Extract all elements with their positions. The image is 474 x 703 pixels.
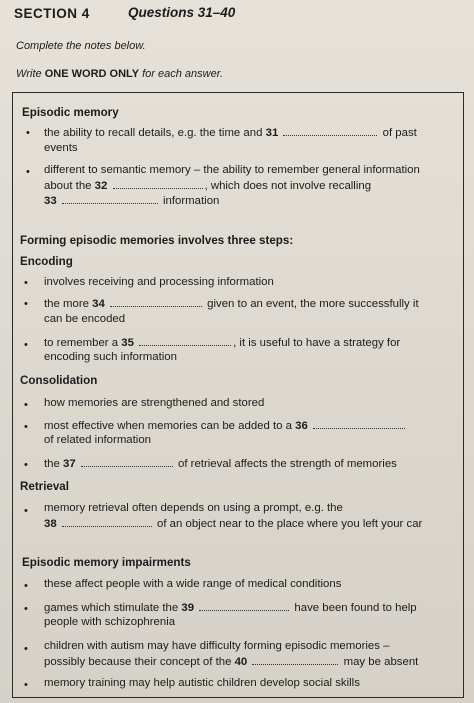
bullet-icon: • (24, 277, 28, 289)
bullet-icon: • (24, 459, 28, 471)
answer-blank-40[interactable] (252, 655, 338, 665)
answer-blank-37[interactable] (81, 457, 173, 467)
note-retrieval-1: memory retrieval often depends on using a prompt, e.g. the (44, 502, 343, 514)
bullet-icon: • (24, 643, 28, 655)
heading-retrieval: Retrieval (20, 480, 69, 493)
bullet-icon: • (24, 421, 28, 433)
heading-impairments: Episodic memory impairments (22, 556, 191, 569)
heading-forming-steps: Forming episodic memories involves three steps: (20, 234, 294, 247)
bullet-icon: • (24, 679, 28, 691)
note-episodic-1: the ability to recall details, e.g. the time and 31 of past (44, 127, 417, 139)
instruction-word-limit: Write ONE WORD ONLY for each answer. (16, 68, 224, 80)
answer-blank-34[interactable] (110, 297, 202, 307)
heading-episodic-memory: Episodic memory (22, 106, 119, 119)
note-episodic-1-cont: events (44, 142, 78, 154)
bullet-icon: • (24, 298, 28, 310)
note-retrieval-1-line2: 38 of an object near to the place where you left your car (44, 518, 423, 530)
note-encoding-3: to remember a 35 , it is useful to have a strategy for (44, 337, 401, 349)
heading-consolidation: Consolidation (20, 374, 98, 387)
note-encoding-2-cont: can be encoded (44, 313, 126, 325)
bullet-icon: • (26, 127, 30, 139)
answer-blank-32[interactable] (113, 179, 203, 189)
answer-blank-33[interactable] (62, 194, 158, 204)
note-consolidation-2-cont: of related information (44, 434, 152, 446)
note-episodic-2-line3: 33 information (44, 195, 220, 207)
note-episodic-2: different to semantic memory – the ability to remember general information (44, 164, 420, 176)
note-encoding-2: the more 34 given to an event, the more successfully it (44, 298, 419, 310)
heading-encoding: Encoding (20, 255, 73, 268)
note-impairment-3-line2: possibly because their concept of the 40 may be absent (44, 656, 419, 668)
bullet-icon: • (24, 505, 28, 517)
note-impairment-2-cont: people with schizophrenia (44, 616, 176, 628)
answer-blank-39[interactable] (199, 601, 289, 611)
bullet-icon: • (24, 339, 28, 351)
note-encoding-1: involves receiving and processing information (44, 276, 274, 288)
questions-range: Questions 31–40 (128, 5, 236, 20)
note-impairment-3: children with autism may have difficulty forming episodic memories – (44, 640, 390, 652)
answer-blank-38[interactable] (62, 517, 152, 527)
answer-blank-36[interactable] (313, 419, 405, 429)
section-title: SECTION 4 (14, 6, 90, 21)
bullet-icon: • (24, 399, 28, 411)
answer-blank-35[interactable] (139, 336, 231, 346)
answer-blank-31[interactable] (283, 126, 377, 136)
note-impairment-1: these affect people with a wide range of medical conditions (44, 578, 342, 590)
section-header (14, 5, 236, 21)
note-consolidation-2: most effective when memories can be added to a 36 (44, 419, 407, 432)
instruction-complete: Complete the notes below. (16, 40, 146, 52)
note-consolidation-3: the 37 of retrieval affects the strength of memories (44, 458, 397, 470)
note-impairment-2: games which stimulate the 39 have been found to help (44, 602, 417, 614)
bullet-icon: • (24, 603, 28, 615)
note-consolidation-1: how memories are strengthened and stored (44, 397, 265, 409)
note-encoding-3-cont: encoding such information (44, 351, 177, 363)
note-episodic-2-line2: about the 32 , which does not involve recalling (44, 180, 372, 192)
bullet-icon: • (26, 166, 30, 178)
bullet-icon: • (24, 580, 28, 592)
note-impairment-4: memory training may help autistic children develop social skills (44, 677, 360, 689)
